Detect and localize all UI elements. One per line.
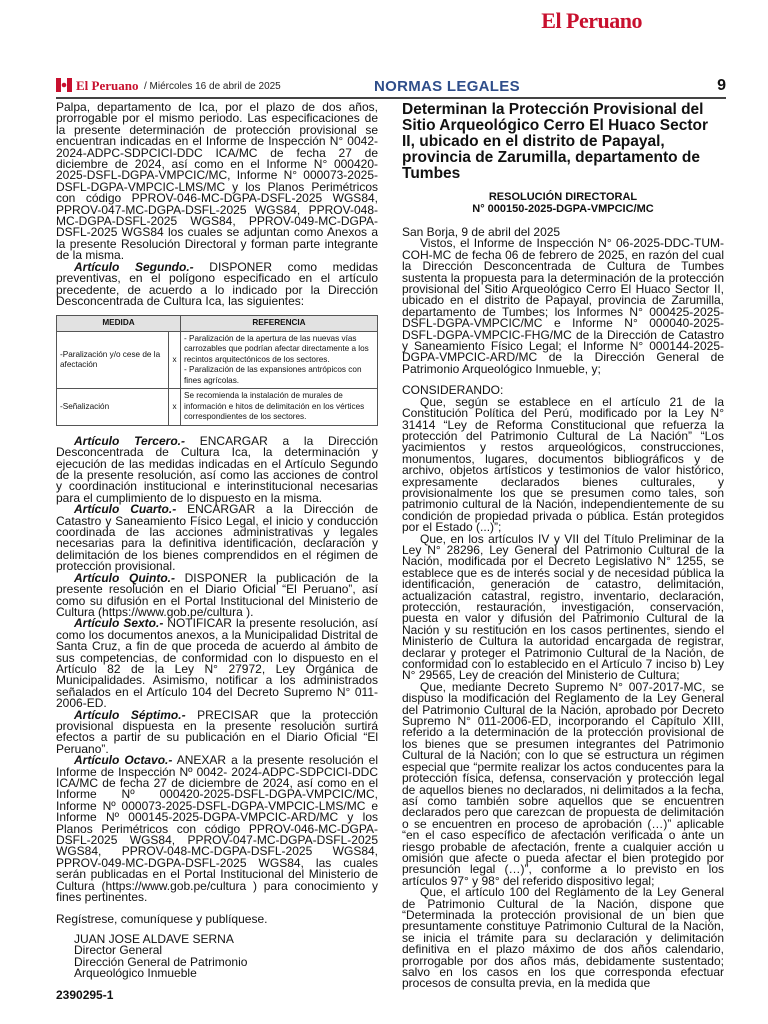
header-date: / Miércoles 16 de abril de 2025 [144,81,281,92]
table-cell: Se recomienda la instalación de murales de información e hitos de delimitación en los vértices correspondientes de los sectores. [181,389,378,426]
article-septimo: Artículo Séptimo.- PRECISAR que la protección provisional dispuesta en la presente resolución surtirá efectos a partir de su publicación en el Diario Oficial “El Peruano”. [56,707,378,756]
signatory-office: Dirección General de Patrimonio [74,954,248,969]
table-cell: x [169,331,181,389]
table-cell: - Paralización de la apertura de las nuevas vías carrozables que podrían afectar directamente a los recintos arquitectónicos de los sectores. - Paralización de las expansiones antrópicos con fines agrícolas. [181,331,378,389]
masthead [0,0,768,34]
considerando-paragraph: Que, el artículo 100 del Reglamento de la Ley General de Patrimonio Cultural de la Nación, dispone que “Determinada la protección provisional de un bien que presuntamente constituye Patrimonio Cultural de la Nación, se inicia el trámite para su declaración y delimitación definitiva en el plazo máximo de dos años calendario, prorrogable por dos años más, debidamente sustentado; salvo en los casos en los que corresponda efectuar procesos de consulta previa, en la medida que [402,885,724,991]
table-cell: -Señalización [57,389,169,426]
table-header-medida: MEDIDA [57,316,181,332]
resolution-heading: RESOLUCIÓN DIRECTORAL N° 000150-2025-DGPA-VMPCIC/MC [472,191,654,215]
considerando-heading: CONSIDERANDO: [402,383,504,398]
considerando-paragraph: Que, según se establece en el artículo 21 de la Constitución Política del Perú, modificado por la Ley N° 31414 “Ley de Reforma Constitucional que refuerza la protección del Patrimonio Cultural de La Nación” “Los yacimientos y restos arqueológicos, construcciones, monumentos, lugares, documentos bibliográficos y de archivo, objetos artísticos y testimonios de valor histórico, expresamente declarados bienes culturales, y provisionalmente los que se presumen como tales, son patrimonio cultural de la Nación, independientemente de su condición de propiedad privada o pública. Están protegidos por el Estado (...)”; [402,394,724,535]
article-headline: Determinan la Protección Provisional del Sitio Arqueológico Cerro El Huaco Sector II, ubicado en el distrito de Papayal, provincia de Zarumilla, departamento de Tumbes [402,101,709,182]
signatory-name: JUAN JOSE ALDAVE SERNA [74,931,234,946]
considerando-paragraph: Que, mediante Decreto Supremo N° 007-2017-MC, se dispuso la modificación del Reglamento de la Ley General del Patrimonio Cultural de la Nación, aprobado por Decreto Supremo N° 011-2006-ED, incorporando el Capítulo XIII, referido a la determinación de la protección provisional de los bienes que se presumen integrantes del Patrimonio Cultural de la Nación; con lo que se estructura un régimen especial que “permite realizar los actos conducentes para la protección física, defensa, conservación y protección legal de aquellos bienes no declarados, ni delimitados a la fecha, así como también sobre aquellos que se encuentren declarados pero que carezcan de propuesta de delimitación o se encuentren en proceso de aprobación (…)” aplicable “en el caso específico de afectación verificada o ante un riesgo probable de afectación, frente a cualquier acción u omisión que afecte o pueda afectar el bien protegido por presunción legal (…)”, conforme a lo previsto en los artículos 97° y 98° del referido dispositivo legal; [402,679,724,888]
closing-formula: Regístrese, comuníquese y publíquese. [56,912,268,927]
measures-table [56,315,378,426]
vistos-paragraph: Vistos, el Informe de Inspección N° 06-2025-DDC-TUM-COH-MC de fecha 06 de febrero de 2025, en razón del cual la Dirección Desconcentrada de Cultura de Tumbes sustenta la propuesta para la determinación de la protección provisional del Sitio Arqueológico Cerro El Huaco Sector II, ubicado en el distrito de Papayal, provincia de Zarumilla, departamento de Tumbes; los Informes N° 000425-2025-DSFL-DGPA-VMPCIC/MC e Informe N° 000040-2025-DSFL-DGPA-VMPCIC-FHG/MC de la Dirección de Catastro y Saneamiento Físico Legal; el Informe N° 000144-2025-DGPA-VMPCIC-ARD/MC de la Dirección General de Patrimonio Arqueológico Inmueble, y; [402,236,724,376]
right-column [402,102,724,990]
signature-block [56,931,378,981]
page-number: 9 [717,77,726,94]
article-tercero: Artículo Tercero.- ENCARGAR a la Dirección Desconcentrada de Cultura Ica, la determinación y ejecución de las medidas indicadas en el Artículo Segundo de la presente resolución, así como las acciones de control y coordinación institucional e interinstitucional necesarias para el cumplimiento de lo dispuesto en la misma. [56,433,378,505]
paragraph: Palpa, departamento de Ica, por el plazo de dos años, prorrogable por el mismo periodo. Las especificaciones de la presente determinación de protección provisional se encuentran indicadas en el Informe de Inspección N° 0042- 2024-ADPC-SDPCICI-DDC ICA/MC de fecha 27 de diciembre de 2024, así como en el Informe N° 000420-2025-DSFL-DGPA-VMPCIC/MC, Informe N° 000073-2025-DSFL-DGPA-VMPCIC-LMS/MC y los Planos Perimétricos con código PPROV-046-MC-DGPA-DSFL-2025 WGS84, PPROV-047-MC-DGPA-DSFL-2025 WGS84, PPROV-048-MC-DGPA-DSFL-2025 WGS84, PPROV-049-MC-DGPA-DSFL-2025 WGS84 los cuales se adjuntan como Anexos a la presente Resolución Directoral y forman parte integrante de la misma. [56,100,378,263]
table-cell: x [169,389,181,426]
signatory-role: Director General [74,943,163,958]
document-number: 2390295-1 [56,987,114,1002]
article-sexto: Artículo Sexto.- NOTIFICAR la presente resolución, así como los documentos anexos, a la Municipalidad Distrital de Santa Cruz, a fin de que proceda de acuerdo al ámbito de sus competencias, de conformidad con lo dispuesto en el Artículo 82 de la Ley N° 27972, Ley Orgánica de Municipalidades. Asimismo, notificar a los administrados señalados en el Artículo 104 del Decreto Supremo N° 011-2006-ED. [56,616,378,711]
signatory-office: Arqueológico Inmueble [74,966,197,981]
section-title: NORMAS LEGALES [374,78,520,95]
coat-of-arms-icon [56,78,72,92]
el-peruano-masthead-logo: El Peruano [541,8,642,33]
article-octavo: Artículo Octavo.- ANEXAR a la presente resolución el Informe de Inspección Nº 0042- 2024-ADPC-SDPCICI-DDC ICA/MC de fecha 27 de diciembre de 2024, así como en el Informe Nº 000420-2025-DSFL-DGPA-VMPCIC/MC, Informe Nº 000073-2025-DSFL-DGPA-VMPCIC-LMS/MC e Informe Nº 000145-2025-DGPA-VMPCIC-ARD/MC y los Planos Perimétricos con código PPROV-046-MC-DGPA-DSFL-2025 WGS84, PPROV-047-MC-DGPA-DSFL-2025 WGS84, PPROV-048-MC-DGPA-DSFL-2025 WGS84, PPROV-049-MC-DGPA-DSFL-2025 WGS84, las cuales serán publicadas en el Portal Institucional del Ministerio de Cultura (https://www.gob.pe/cultura ) para conocimiento y fines pertinentes. [56,753,378,905]
resolution-date: San Borja, 9 de abril del 2025 [402,225,561,239]
considerando-paragraph: Que, en los artículos IV y VII del Título Preliminar de la Ley N° 28296, Ley General del Patrimonio Cultural de la Nación, modificada por el Decreto Legislativo N° 1255, se establece que es de interés social y de necesidad pública la identificación, generación de catastro, delimitación, actualización catastral, registro, inventario, declaración, protección, restauración, investigación, conservación, puesta en valor y difusión del Patrimonio Cultural de la Nación y su restitución en los casos pertinentes, siendo el Ministerio de Cultura la autoridad encargada de registrar, declarar y proteger el Patrimonio Cultural de la Nación, de conformidad con lo establecido en el Artículo 7 inciso b) Ley N° 29565, Ley de creación del Ministerio de Cultura; [402,531,724,683]
table-row [57,389,378,426]
header-logo: El Peruano [56,78,138,94]
table-cell: -Paralización y/o cese de la afectación [57,331,169,389]
article-segundo: Artículo Segundo.- DISPONER como medidas preventivas, en el polígono especificado en el artículo precedente, de acuerdo a lo indicado por la Dirección Desconcentrada de Cultura Ica, las siguientes: [56,259,378,308]
article-quinto: Artículo Quinto.- DISPONER la publicación de la presente resolución en el Diario Oficial “El Peruano”, así como su difusión en el Portal Institucional del Ministerio de Cultura (https://www.gob.pe/cultura ). [56,570,379,619]
table-row [57,331,378,389]
table-header-referencia: REFERENCIA [181,316,378,332]
page-header [56,77,726,99]
left-column [56,102,378,1001]
article-cuarto: Artículo Cuarto.- ENCARGAR a la Dirección de Catastro y Saneamiento Físico Legal, el inicio y conducción coordinada de las acciones administrativas y legales necesarias para la definitiva identificación, declaración y delimitación de los bienes comprendidos en el régimen de protección provisional. [56,502,378,574]
